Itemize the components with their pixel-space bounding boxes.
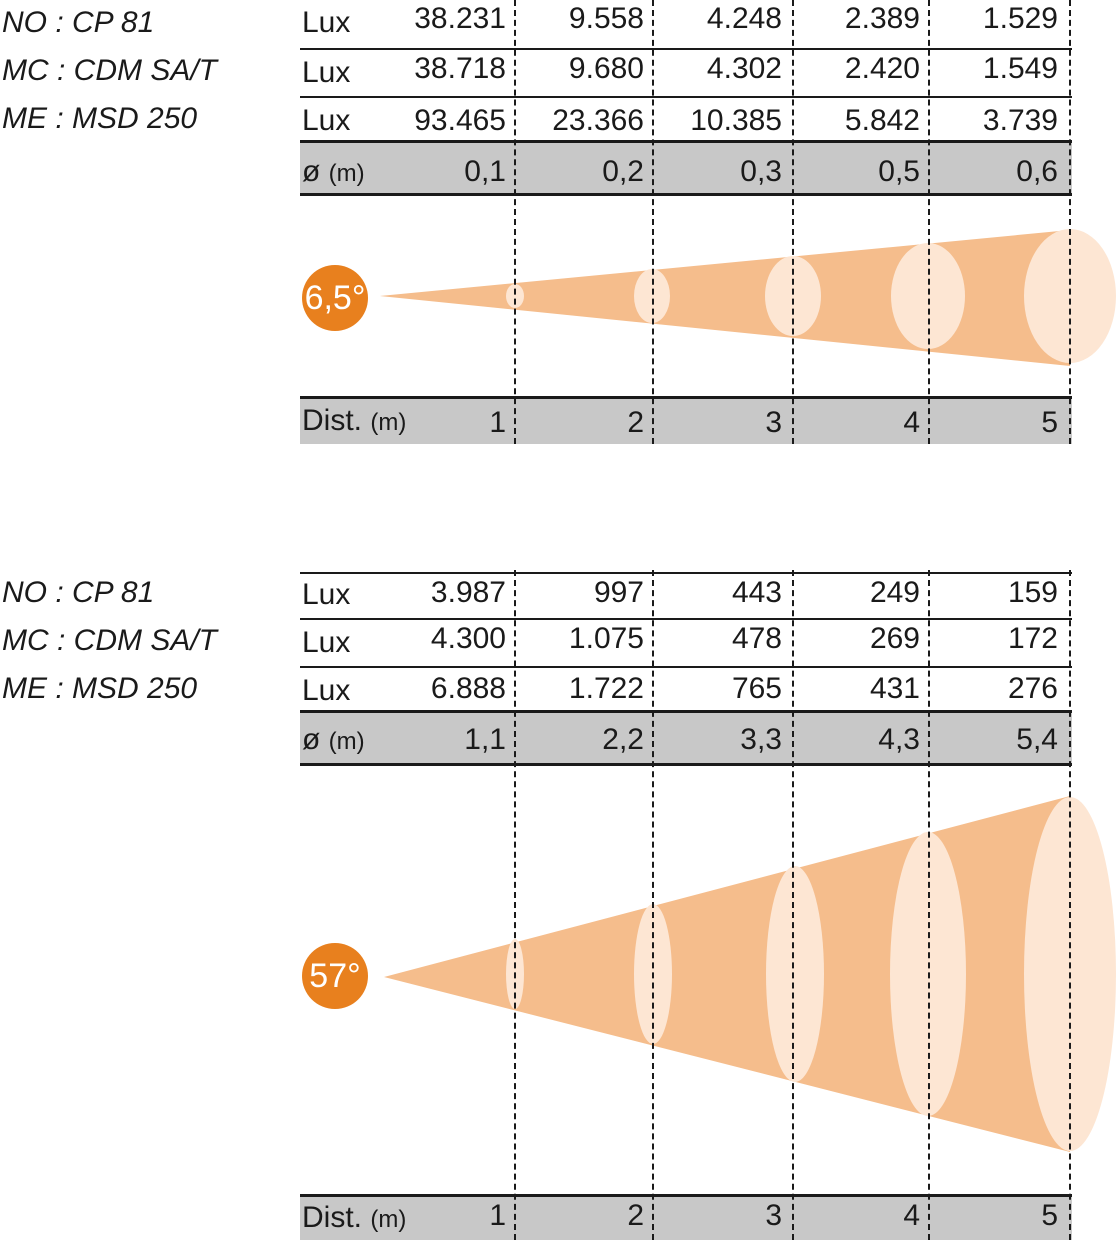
distance-value: 3 <box>765 1199 782 1232</box>
diameter-value: 0,3 <box>740 155 782 188</box>
photometric-block-narrow <box>0 0 1120 450</box>
lux-value: 5.842 <box>844 104 920 137</box>
lux-value: 4.302 <box>706 52 782 85</box>
beam-cone <box>384 796 1070 1152</box>
distance-row <box>300 1197 1072 1240</box>
diameter-row <box>300 713 1072 763</box>
distance-guide-line <box>652 570 654 1240</box>
lux-value: 276 <box>1007 672 1058 705</box>
lux-value: 159 <box>1007 576 1058 609</box>
photometric-block-wide <box>0 570 1120 1240</box>
diameter-value: 5,4 <box>1016 723 1058 756</box>
distance-guide-line <box>928 0 930 444</box>
distance-value: 1 <box>489 1199 506 1232</box>
lux-value: 2.389 <box>844 2 920 35</box>
lux-value: 38.718 <box>414 52 506 85</box>
lux-value: 478 <box>731 622 782 655</box>
lux-value: 269 <box>869 622 920 655</box>
distance-guide-line <box>792 0 794 444</box>
distance-guide-line <box>792 570 794 1240</box>
lux-value: 4.248 <box>706 2 782 35</box>
lux-row <box>300 50 1072 96</box>
lamp-label: MC : CDM SA/T <box>2 624 217 657</box>
lux-label: Lux <box>302 56 351 89</box>
distance-value: 2 <box>627 1199 644 1232</box>
diameter-value: 0,6 <box>1016 155 1058 188</box>
distance-guide-line <box>1069 570 1071 1240</box>
lux-label: Lux <box>302 674 351 707</box>
lux-value: 2.420 <box>844 52 920 85</box>
lux-value: 1.722 <box>568 672 644 705</box>
lux-value: 9.680 <box>568 52 644 85</box>
lux-label: Lux <box>302 578 351 611</box>
lux-value: 997 <box>593 576 644 609</box>
lux-value: 6.888 <box>430 672 506 705</box>
lux-value: 1.549 <box>982 52 1058 85</box>
lamp-label: ME : MSD 250 <box>2 672 198 705</box>
lux-row <box>300 574 1072 620</box>
distance-guide-line <box>928 570 930 1240</box>
distance-guide-line <box>652 0 654 444</box>
beam-spot <box>766 866 824 1082</box>
distance-value: 1 <box>489 406 506 439</box>
beam-diagram <box>0 770 1120 1190</box>
beam-cone <box>380 230 1070 366</box>
distance-guide-line <box>514 570 516 1240</box>
beam-angle-badge: 57° <box>302 943 368 1009</box>
distance-label: Dist. (m) <box>302 404 407 437</box>
distance-value: 2 <box>627 406 644 439</box>
diameter-label: ø (m) <box>302 155 365 188</box>
lux-value: 93.465 <box>414 104 506 137</box>
diameter-value: 0,5 <box>878 155 920 188</box>
distance-value: 5 <box>1041 406 1058 439</box>
lux-value: 3.739 <box>982 104 1058 137</box>
lux-label: Lux <box>302 6 351 39</box>
lux-value: 431 <box>869 672 920 705</box>
lux-row <box>300 620 1072 666</box>
distance-value: 4 <box>903 1199 920 1232</box>
lux-value: 23.366 <box>552 104 644 137</box>
distance-guide-line <box>514 0 516 444</box>
lux-value: 443 <box>731 576 782 609</box>
distance-guide-line <box>1069 0 1071 444</box>
row-divider <box>300 763 1072 766</box>
lux-row <box>300 668 1072 714</box>
row-divider <box>300 396 1072 399</box>
lux-value: 1.529 <box>982 2 1058 35</box>
lamp-label: NO : CP 81 <box>2 576 155 609</box>
lamp-label: NO : CP 81 <box>2 6 155 39</box>
beam-diagram <box>0 196 1120 396</box>
distance-row <box>300 398 1072 444</box>
diameter-value: 3,3 <box>740 723 782 756</box>
distance-value: 5 <box>1041 1199 1058 1232</box>
beam-angle-badge: 6,5° <box>302 265 368 331</box>
distance-label: Dist. (m) <box>302 1201 407 1234</box>
diameter-value: 0,2 <box>602 155 644 188</box>
diameter-row <box>300 143 1072 193</box>
lamp-label: ME : MSD 250 <box>2 102 198 135</box>
diameter-value: 0,1 <box>464 155 506 188</box>
diameter-value: 2,2 <box>602 723 644 756</box>
lux-value: 9.558 <box>568 2 644 35</box>
lux-row <box>300 98 1072 144</box>
diameter-label: ø (m) <box>302 723 365 756</box>
lux-value: 249 <box>869 576 920 609</box>
diameter-value: 1,1 <box>464 723 506 756</box>
lux-row <box>300 0 1072 46</box>
lux-value: 10.385 <box>690 104 782 137</box>
lamp-label: MC : CDM SA/T <box>2 54 217 87</box>
lux-value: 1.075 <box>568 622 644 655</box>
lux-value: 4.300 <box>430 622 506 655</box>
lux-label: Lux <box>302 626 351 659</box>
lux-value: 3.987 <box>430 576 506 609</box>
distance-value: 4 <box>903 406 920 439</box>
lux-value: 765 <box>731 672 782 705</box>
diameter-value: 4,3 <box>878 723 920 756</box>
lux-value: 38.231 <box>414 2 506 35</box>
distance-value: 3 <box>765 406 782 439</box>
lux-value: 172 <box>1007 622 1058 655</box>
lux-label: Lux <box>302 104 351 137</box>
